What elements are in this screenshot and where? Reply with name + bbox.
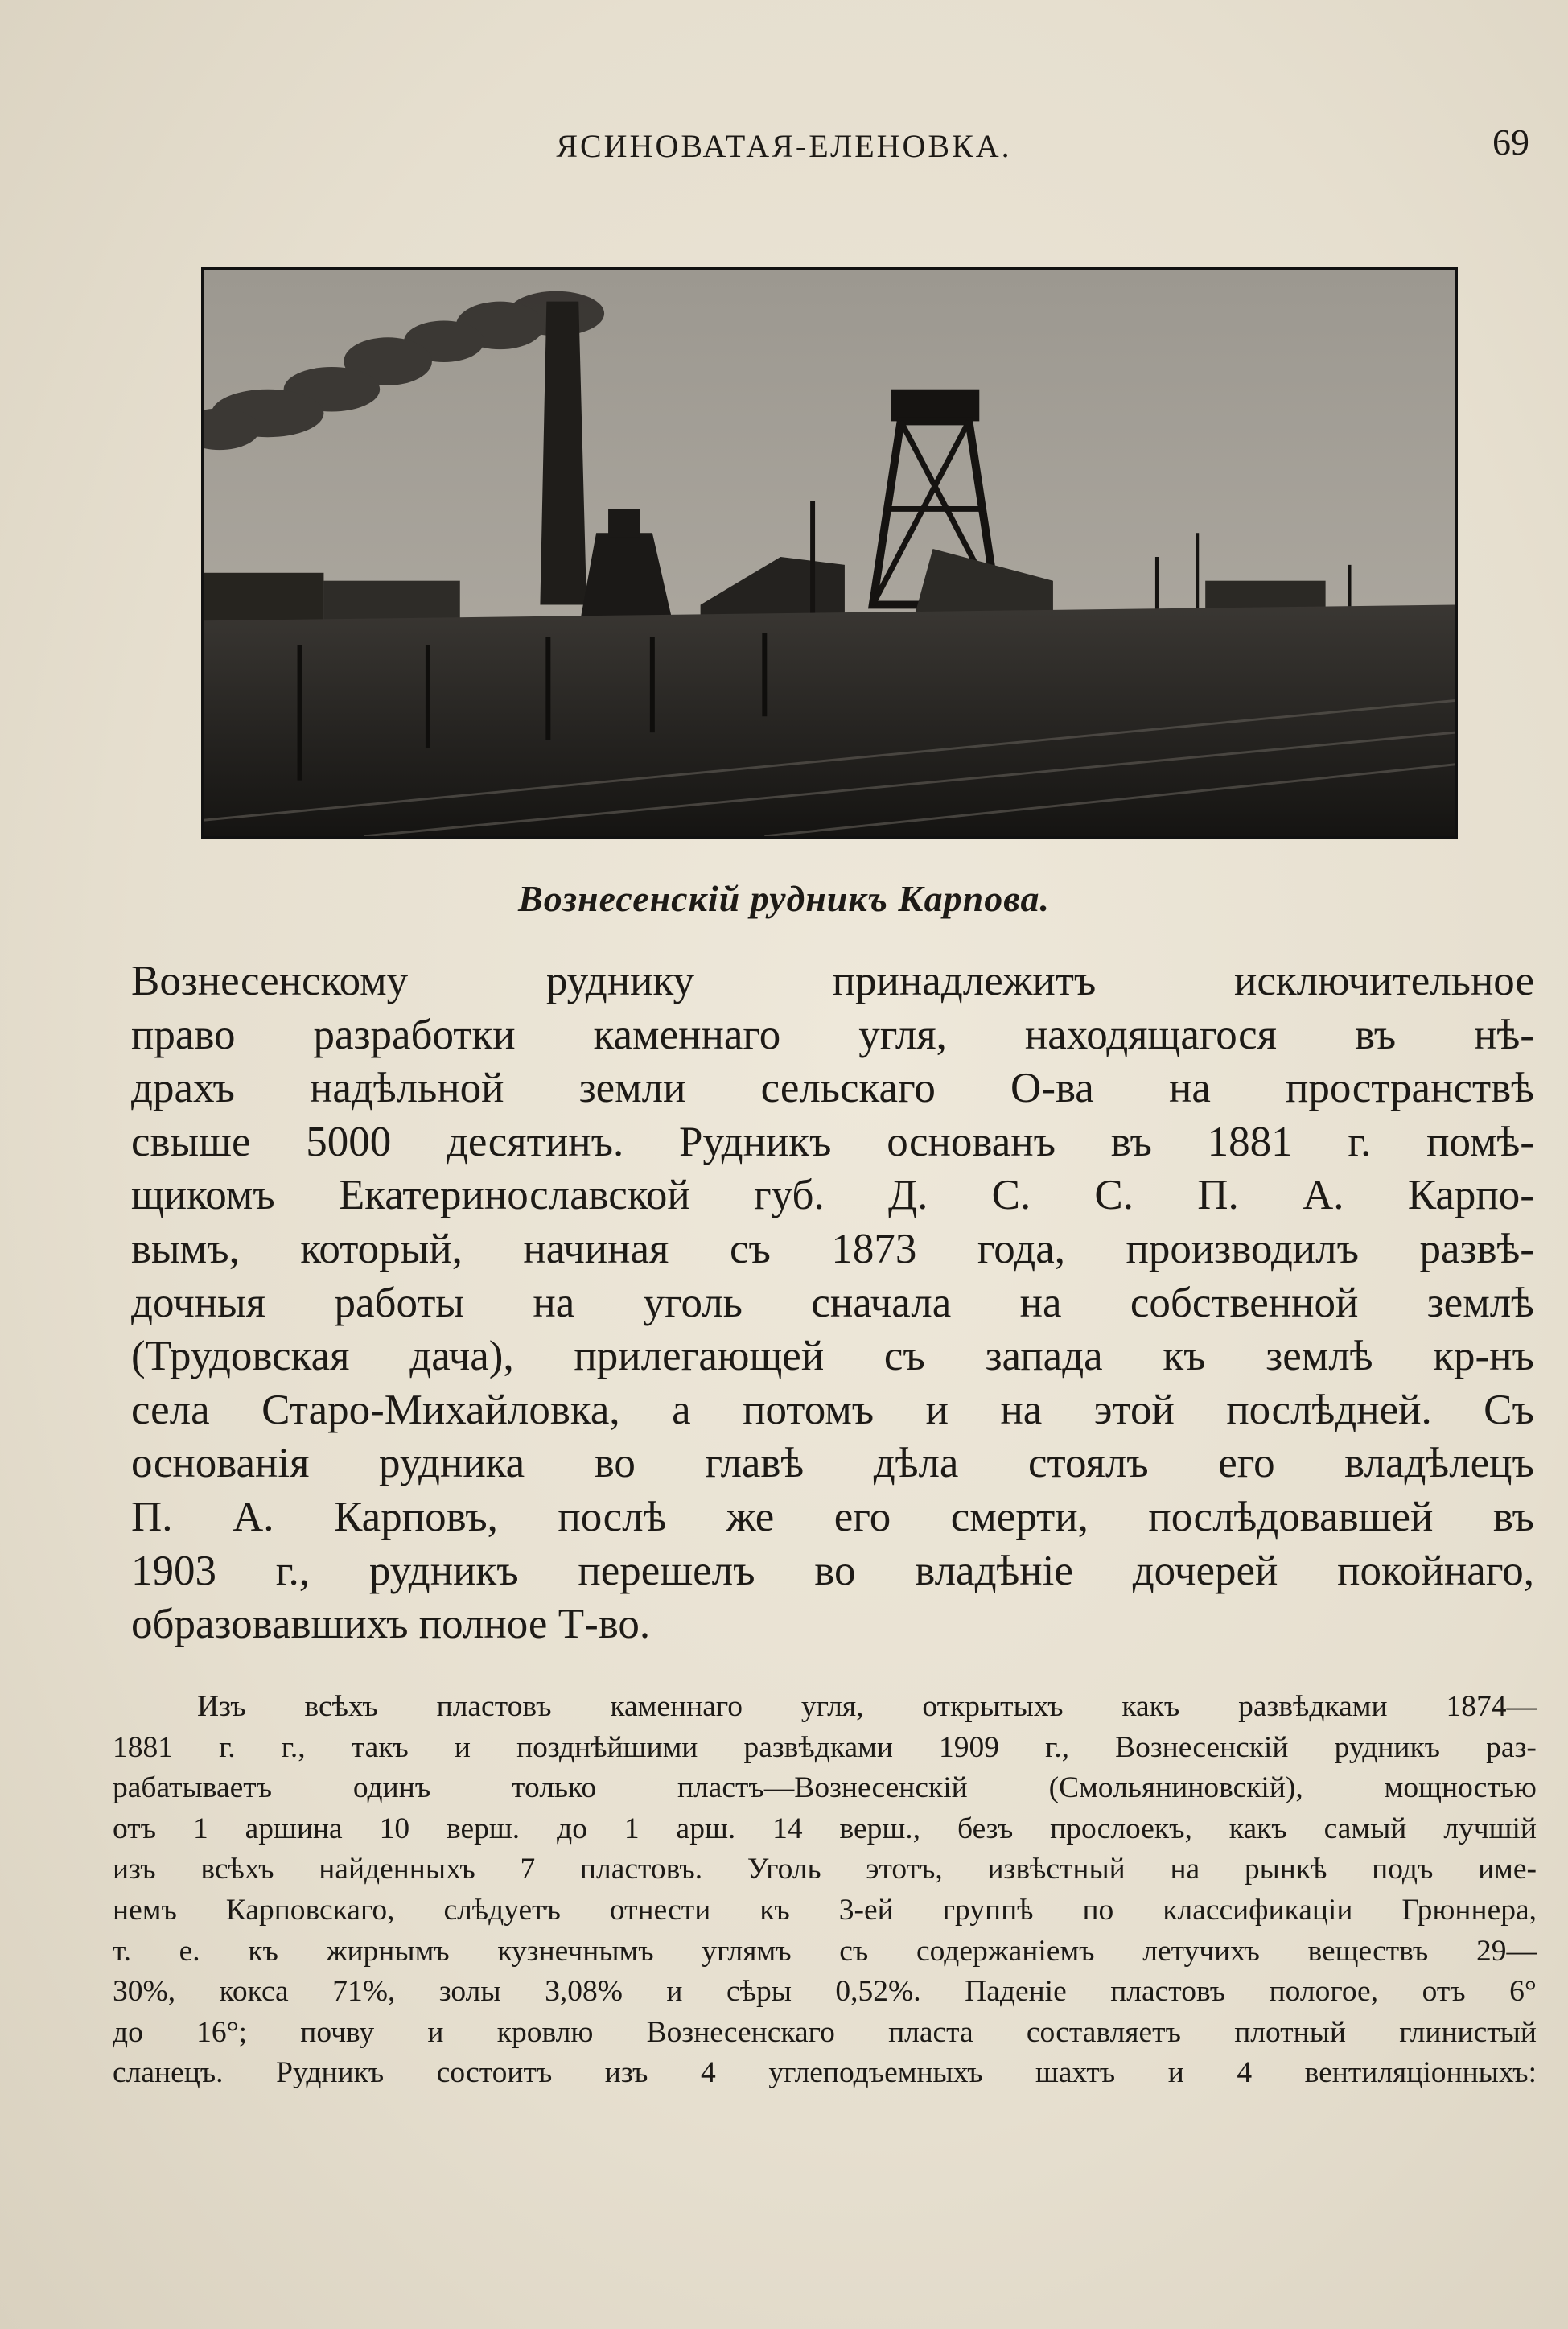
main-line: дочныя работы на уголь сначала на собственной землѣ (131, 1279, 1534, 1326)
main-line: драхъ надѣльной земли сельскаго О-ва на пространствѣ (131, 1065, 1534, 1112)
main-line: 1903 г., рудникъ перешелъ во владѣніе дочерей покойнаго, (131, 1547, 1534, 1594)
main-line: (Трудовская дача), прилегающей съ запада къ землѣ кр-нъ (131, 1333, 1534, 1380)
main-line: Вознесенскому руднику принадлежитъ исключительное (131, 958, 1534, 1004)
small-print-paragraph (113, 1687, 1537, 2094)
small-line: сланецъ. Рудникъ состоитъ изъ 4 углеподъемныхъ шахтъ и 4 вентиляціонныхъ: (113, 2056, 1537, 2090)
main-line: вымъ, который, начиная съ 1873 года, производилъ развѣ- (131, 1225, 1534, 1272)
main-paragraph (131, 954, 1534, 1651)
small-line: т. е. къ жирнымъ кузнечнымъ углямъ съ содержаніемъ летучихъ веществъ 29— (113, 1934, 1537, 1968)
main-line: свыше 5000 десятинъ. Рудникъ основанъ въ 1881 г. помѣ- (131, 1118, 1534, 1165)
figure-caption: Вознесенскій рудникъ Карпова. (518, 878, 1050, 919)
mine-photograph (201, 267, 1458, 839)
small-line: до 16°; почву и кровлю Вознесенскаго пласта составляетъ плотный глинистый (113, 2015, 1537, 2049)
small-line: немъ Карповскаго, слѣдуетъ отнести къ 3-ей группѣ по классификаціи Грюннера, (113, 1893, 1537, 1927)
small-line: рабатываетъ одинъ только пластъ—Вознесенскій (Смольяниновскій), мощностью (113, 1771, 1537, 1805)
main-line: П. А. Карповъ, послѣ же его смерти, послѣдовавшей въ (131, 1493, 1534, 1540)
small-line: Изъ всѣхъ пластовъ каменнаго угля, открытыхъ какъ развѣдками 1874— (197, 1690, 1537, 1723)
main-line: основанія рудника во главѣ дѣла стоялъ его владѣлецъ (131, 1440, 1534, 1487)
small-line: 1881 г. г., такъ и позднѣйшими развѣдками 1909 г., Вознесенскій рудникъ раз- (113, 1730, 1537, 1764)
main-line: села Старо-Михайловка, а потомъ и на этой послѣдней. Съ (131, 1386, 1534, 1433)
running-title: ЯСИНОВАТАЯ-ЕЛЕНОВКА. (556, 128, 1012, 164)
small-line: отъ 1 аршина 10 верш. до 1 арш. 14 верш., безъ прослоекъ, какъ самый лучшій (113, 1812, 1537, 1845)
main-line: щикомъ Екатеринославской губ. Д. С. С. П. А. Карпо- (131, 1172, 1534, 1219)
mine-photo-illustration (204, 270, 1455, 836)
small-line: изъ всѣхъ найденныхъ 7 пластовъ. Уголь этотъ, извѣстный на рынкѣ подъ име- (113, 1853, 1537, 1886)
main-line: образовавшихъ полное Т-во. (131, 1601, 651, 1648)
main-line: право разработки каменнаго угля, находящагося въ нѣ- (131, 1011, 1534, 1058)
small-line: 30%, кокса 71%, золы 3,08% и сѣры 0,52%. Паденіе пластовъ пологое, отъ 6° (113, 1975, 1537, 2009)
page-number: 69 (1492, 122, 1529, 163)
